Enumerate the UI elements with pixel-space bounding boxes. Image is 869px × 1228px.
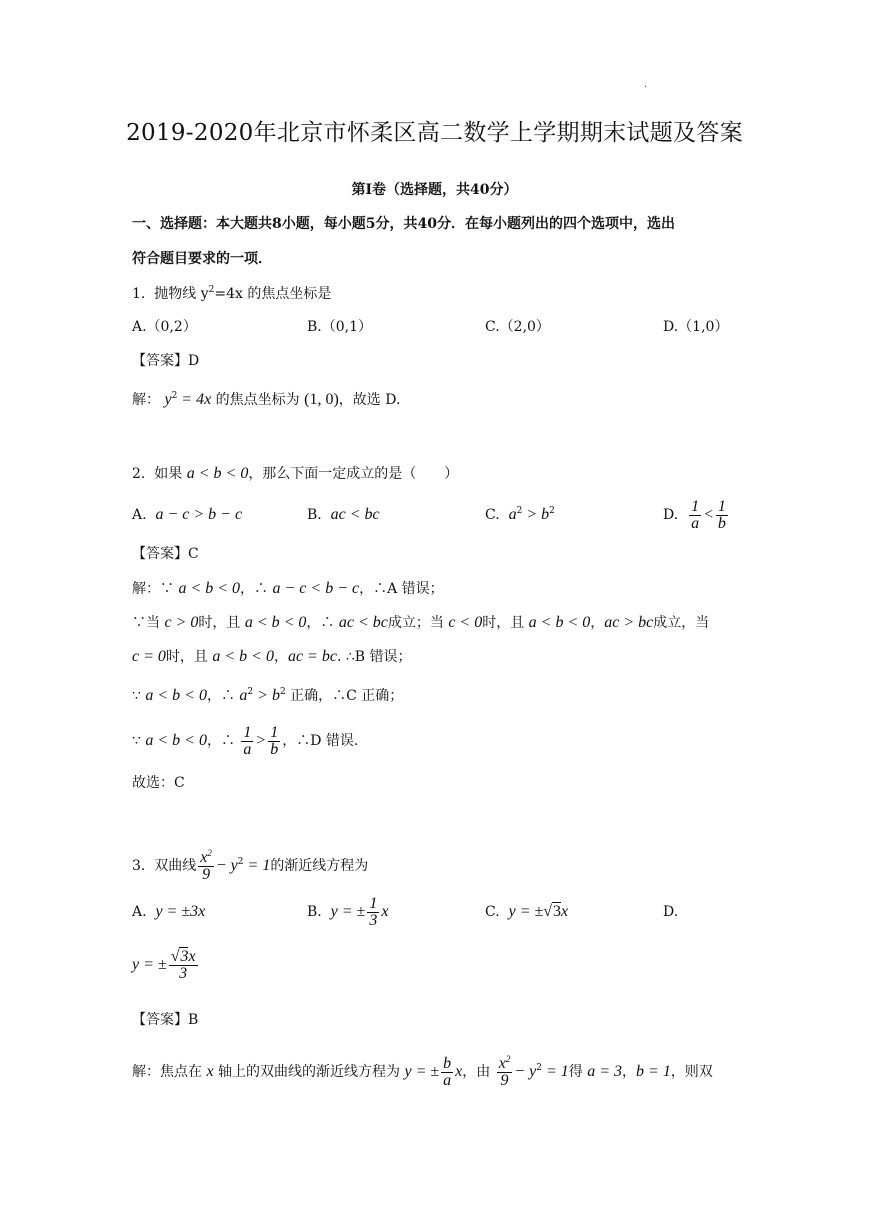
q1-option-c: C.（2,0）	[485, 319, 550, 335]
fraction: $\frac{1}{b}$	[717, 497, 726, 532]
instructions-line-2: 符合题目要求的一项．	[132, 251, 272, 267]
q3-option-c: C. y = ±√3x	[485, 903, 569, 920]
q3-stem: 3. 双曲线 $\frac{x^2}{9}$ − $y^2 = 1$的渐近线方程为	[132, 847, 369, 883]
q2-option-a: A. a − c > b − c	[132, 506, 243, 523]
q1-answer: 【答案】D	[132, 353, 200, 369]
q2-solution-line-5: ∵ a < b < 0，∴ $\frac{1}{a}$ > $\frac{1}{b}$ ，∴D 错误.	[132, 723, 359, 758]
q2-solution-line-3: c = 0时，且 a < b < 0，ac = bc. ∴B 错误；	[132, 648, 412, 665]
q1-option-a: A.（0,2）	[132, 319, 197, 335]
q2-option-d: D. $\frac{1}{a}$ < $\frac{1}{b}$	[663, 497, 726, 532]
fraction: $\frac{x^2}{9}$	[498, 1053, 511, 1089]
instructions-line-1: 一、选择题：本大题共8小题，每小题5分，共40分．在每小题列出的四个选项中，选出	[132, 216, 675, 232]
document-title: 2019-2020年北京市怀柔区高二数学上学期期末试题及答案	[126, 120, 743, 146]
q1-stem: 1. 抛物线 $y^2=4x$ 的焦点坐标是	[132, 285, 332, 302]
q1-option-d: D.（1,0）	[663, 319, 729, 335]
fraction: $\frac{1}{3}$	[369, 894, 378, 929]
q2-solution-line-4: ∵ a < b < 0，∴ $a^2 > b^2$ 正确，∴C 正确；	[132, 687, 404, 704]
header-mark: ·	[644, 82, 648, 93]
q3-number: 3.	[132, 858, 146, 874]
fraction: $\frac{1}{b}$	[270, 723, 279, 758]
q3-option-d: y = ± $\frac{√3x}{3}$	[132, 947, 196, 982]
q2-number: 2.	[132, 466, 146, 482]
q3-answer: 【答案】B	[132, 1012, 199, 1028]
sqrt-icon: √	[543, 903, 553, 920]
q1-option-b: B.（0,1）	[307, 319, 373, 335]
q1-number: 1.	[132, 286, 146, 302]
q3-option-b: B. y = ± $\frac{1}{3}$ x	[307, 894, 389, 929]
fraction: $\frac{1}{a}$	[691, 497, 700, 532]
q3-solution: 解：焦点在 x 轴上的双曲线的渐近线方程为 y = ± $\frac{b}{a}$ x，由 $\frac{x^2}{9}$ − $y^2 = 1$得 a = 3，b = 1，则双	[132, 1053, 713, 1089]
q2-stem: 2. 如果 a < b < 0，那么下面一定成立的是（ ）	[132, 465, 459, 482]
fraction: $\frac{x^2}{9}$	[200, 847, 212, 883]
part-title: 第Ⅰ卷（选择题，共40分）	[351, 182, 518, 198]
q2-option-c: C. $a^2 > b^2$	[485, 506, 555, 523]
q3-option-a: A. y = ±3x	[132, 903, 206, 920]
q2-answer: 【答案】C	[132, 546, 199, 562]
q2-final: 故选：C	[132, 775, 185, 791]
fraction: $\frac{1}{a}$	[243, 723, 252, 758]
fraction: $\frac{b}{a}$	[443, 1054, 452, 1089]
q2-solution-line-1: 解：∵ a < b < 0，∴ a − c < b − c，∴A 错误；	[132, 580, 444, 597]
q1-solution: 解： $y^2 = 4x$ 的焦点坐标为 (1, 0)，故选 D.	[132, 391, 401, 408]
sqrt-icon: √	[170, 947, 180, 965]
fraction: $\frac{√3x}{3}$	[170, 947, 196, 982]
q3-option-d-label: D.	[663, 904, 679, 920]
q2-solution-line-2: ∵当 c > 0时，且 a < b < 0，∴ ac < bc成立；当 c < 0时，且 a < b < 0，ac > bc成立，当	[132, 614, 710, 631]
q2-option-b: B. ac < bc	[307, 506, 380, 523]
